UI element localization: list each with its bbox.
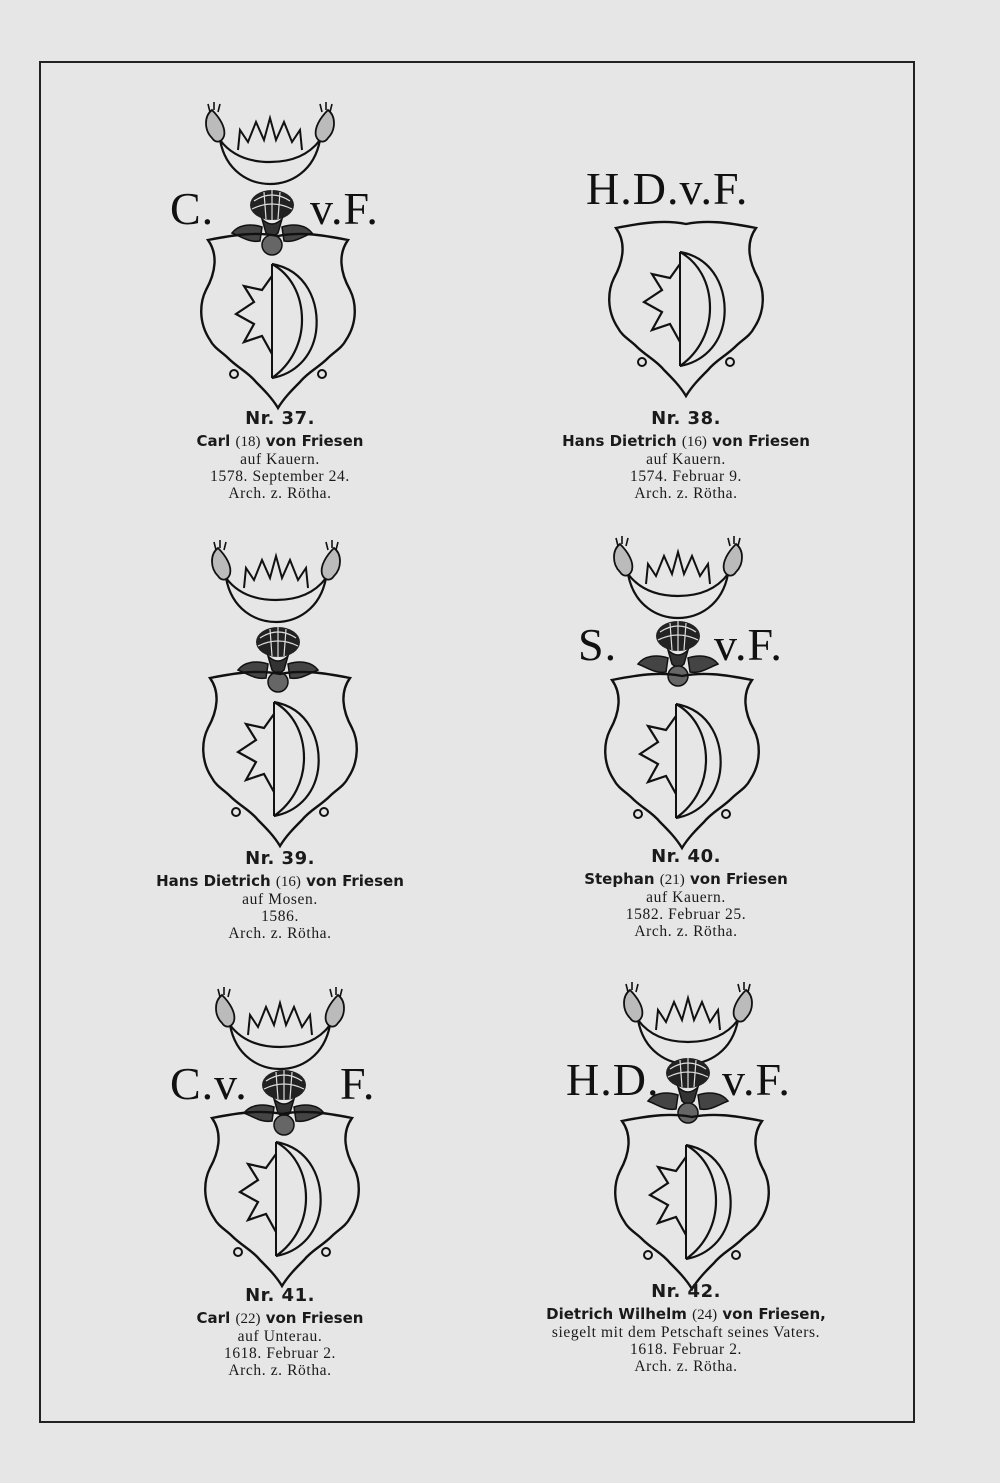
owner-family-name: von Friesen [712,432,810,450]
seal-owner [466,433,906,451]
seal-caption [466,848,906,940]
seal-archive: Arch. z. Rötha. [634,1358,738,1375]
seal-number: Nr. 38. [651,408,721,429]
seal-owner [60,873,500,891]
seal-initials-right: v.F. [310,183,379,234]
seal-date: 1578. September 24. [210,468,350,485]
seal-date: 1582. Februar 25. [625,906,747,923]
owner-first-name: Hans Dietrich [156,872,271,890]
seal-caption [60,1287,500,1379]
seal-entry [60,965,500,1405]
seal-place: siegelt mit dem Petschaft seines Vaters. [551,1324,821,1341]
seal-entry [60,530,500,970]
coat-of-arms-image [466,90,906,440]
owner-generation: (21) [659,872,685,888]
seal-initials-left: S. [578,619,618,670]
seal-entry [466,530,906,970]
seal-owner [466,1306,906,1324]
owner-generation: (24) [692,1307,718,1323]
seal-date: 1618. Februar 2. [629,1341,743,1358]
coat-of-arms-image [466,965,906,1315]
seal-initials-right: v.F. [722,1054,791,1105]
owner-family-name: von Friesen [265,432,364,450]
owner-family-name: von Friesen, [722,1305,826,1323]
seal-initials-left: H.D. [566,1054,660,1105]
seal-archive: Arch. z. Rötha. [634,485,738,502]
seal-number: Nr. 37. [245,408,315,429]
seal-date: 1574. Februar 9. [629,468,743,485]
seal-initials-left: H.D.v.F. [586,163,749,214]
seal-owner [60,433,500,451]
seal-archive: Arch. z. Rötha. [228,1362,332,1379]
seal-entry [466,965,906,1405]
coat-of-arms-image [60,965,500,1315]
seal-place: auf Mosen. [242,891,318,908]
owner-family-name: von Friesen [265,1309,364,1327]
owner-generation: (18) [235,434,261,450]
seal-initials-left: C.v. [170,1058,248,1109]
owner-first-name: Carl [196,432,231,450]
seal-archive: Arch. z. Rötha. [228,925,332,942]
seal-caption [466,410,906,502]
seal-date: 1618. Februar 2. [223,1345,337,1362]
seal-initials-left: C. [170,183,215,234]
seal-date: 1586. [261,908,299,925]
seal-initials-right: F. [340,1058,376,1109]
seal-archive: Arch. z. Rötha. [228,485,332,502]
seal-owner [60,1310,500,1328]
seal-number: Nr. 39. [245,848,315,869]
seal-place: auf Kauern. [646,889,726,906]
owner-first-name: Dietrich Wilhelm [546,1305,687,1323]
seal-caption [60,410,500,502]
coat-of-arms-image [60,530,500,880]
owner-first-name: Hans Dietrich [562,432,677,450]
seal-place: auf Kauern. [646,451,726,468]
owner-first-name: Stephan [584,870,655,888]
owner-family-name: von Friesen [690,870,788,888]
seal-entry [60,90,500,530]
owner-generation: (16) [275,874,301,890]
seal-caption [60,850,500,942]
coat-of-arms-image [60,90,500,440]
seal-place: auf Unterau. [237,1328,323,1345]
owner-generation: (16) [681,434,707,450]
seal-archive: Arch. z. Rötha. [634,923,738,940]
seal-entry [466,90,906,530]
owner-first-name: Carl [196,1309,231,1327]
seal-place: auf Kauern. [240,451,320,468]
seal-initials-right: v.F. [714,619,783,670]
seal-owner [466,871,906,889]
seal-number: Nr. 42. [651,1281,721,1302]
seal-caption [466,1283,906,1375]
owner-generation: (22) [235,1311,261,1327]
seal-number: Nr. 40. [651,846,721,867]
seal-number: Nr. 41. [245,1285,315,1306]
coat-of-arms-image [466,530,906,880]
owner-family-name: von Friesen [306,872,404,890]
